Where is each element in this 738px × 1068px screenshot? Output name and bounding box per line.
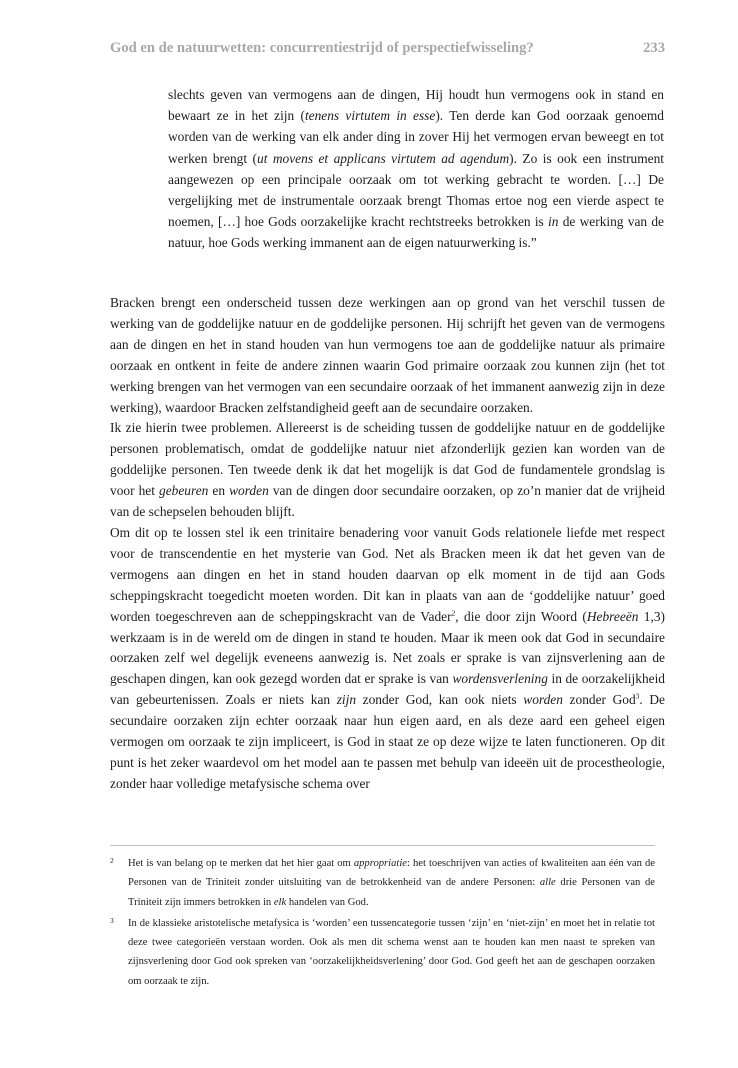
footnote [110,914,655,991]
emphasis: appropriatie [353,858,407,869]
text-run: zonder God, kan ook niets [356,692,524,708]
emphasis: worden [229,483,269,499]
emphasis: alle [539,877,556,889]
text-run: slechts geven van vermogens aan de dingen, Hij houdt hun vermogens ook in stand en bewaart ze in het zijn ( [168,87,664,124]
footnote-number: 2 [110,856,114,865]
text-run: : het toeschrijven van acties of kwaliteiten aan één van de Personen van de Triniteit zonder uitsluiting van de betrokkenheid van de andere Personen: [128,858,655,889]
emphasis: wordensverlening [452,671,548,687]
text-run: ). Ten derde kan God oorzaak genoemd worden van de werking van elk ander ding in zover Hij het vermogen ervan beweegt en tot werken brengt ( [168,108,664,166]
emphasis: in [548,214,559,230]
block-quote-text [168,84,664,254]
footnote [110,854,655,912]
running-title: God en de natuurwetten: concurrentiestrijd of perspectiefwisseling? [110,40,534,56]
text-run: van de dingen door secundaire oorzaken, op zo’n manier dat de vrijheid van de schepselen behouden blijft. [110,483,666,520]
text-run: zonder God [562,692,636,708]
text-run: de werking van de natuur, hoe Gods werking immanent aan de eigen natuurwerking is.” [168,214,664,251]
footnotes [110,854,655,993]
text-run: 1,3) werkzaam is in de wereld om de dingen in stand te houden. Maar ik meen ook dat God in secundaire oorzaken zelf wel degelijk eveneens aanwezig is. Net zoals er sprake is van zijnsverlening aan de geschapen dingen, kan ook gezegd worden dat er sprake is van [110,608,665,687]
page-number: 233 [643,40,665,56]
text-run: en [208,483,230,499]
emphasis: tenens virtutem in esse [304,108,436,124]
emphasis: elk [273,896,287,908]
body-text [110,293,665,795]
text-run: ). Zo is ook een instrument aangewezen op een principale oorzaak om tot werking gebracht te worden. […] De vergelijking met de instrumentale oorzaak brengt Thomas ertoe nog een vierde aspect te noemen, […] hoe Gods oorzakelijke kracht rechtstreeks betrokken is [168,150,664,230]
text-run: Bracken brengt een onderscheid tussen deze werkingen aan op grond van het verschil tussen de werking van de goddelijke natuur en de goddelijke personen. Hij schrijft het geven van de vermogens aan de dingen en het in stand houden van hun vermogens toe aan de goddelijke natuur als primaire oorzaak en ontkent in feite de andere zinnen waarin God primaire oorzaak zou kunnen zijn (het tot werking brengen van het vermogen van een secundaire oorzaak of het immanent aanwezig zijn in deze werking), waardoor Bracken zelfstandigheid geeft aan de secundaire oorzaken. [110,295,665,415]
footnote-text [128,858,655,908]
text-run: Om dit op te lossen stel ik een trinitaire benadering voor vanuit Gods relationele liefde met respect voor de transcendentie en het mysterie van God. Net als Bracken meen ik dat het geven van de vermogens aan dingen en het in stand houden daarvan op elk moment in de tijd aan Gods scheppingskracht toegedicht moeten worden. Dit kan in plaats van aan de ‘goddelijke natuur’ goed worden toegeschreven aan de scheppingskracht van de Vader [110,524,665,624]
emphasis: gebeuren [159,483,209,499]
emphasis: Hebreeën [586,608,639,624]
footnote-ref[interactable]: 2 [451,608,456,618]
text-run: drie Personen van de Triniteit zijn immers betrokken in [128,877,655,908]
emphasis: worden [523,692,563,708]
text-run: . De secundaire oorzaken zijn echter oorzaak naar hun eigen aard, en als deze aard een geheel eigen vermogen om oorzaak te zijn impliceert, is God in staat ze op deze wijze te laten functioneren. Op dit punt is het zeker waardevol om het model aan te passen met behulp van ideeën uit de procestheologie, zonder haar volledige metafysische schema over [110,692,665,791]
text-run: in de oorzakelijkheid van gebeurtenissen. Zoals er niets kan [110,671,665,708]
block-quote [168,84,664,254]
emphasis: ut movens et applicans virtutem ad agendum [257,150,510,166]
paragraph [110,418,665,523]
emphasis: zijn [336,692,357,708]
text-run: In de klassieke aristotelische metafysica is ‘worden’ een tussencategorie tussen ‘zijn’ en ‘niet-zijn’ en moet het in relatie tot deze twee categorieën verstaan worden. Ook als men dit schema wenst aan te houden kan men naast te spreken van zijnsverlening door God ook spreken van ‘oorzakelijkheidsverlening’ door God. God geeft het aan de geschapen oorzaken om oorzaak te zijn. [128,917,655,987]
text-run: Het is van belang op te merken dat het hier gaat om [128,858,354,869]
footnote-separator [110,845,655,846]
footnote-number: 3 [110,915,114,925]
text-run: handelen van God. [286,896,369,908]
text-run: , die door zijn Woord ( [455,608,587,624]
footnote-text [128,918,655,987]
paragraph [110,293,665,418]
running-header [110,40,665,57]
text-run: Ik zie hierin twee problemen. Allereerst is de scheiding tussen de goddelijke natuur en de goddelijke personen problematisch, omdat de goddelijke natuur niet afzonderlijk gezien kan worden van de goddelijke personen. Ten tweede denk ik dat het mogelijk is dat God de fundamentele grondslag is voor het [110,420,665,499]
paragraph [110,523,665,795]
footnote-ref[interactable]: 3 [635,691,640,701]
